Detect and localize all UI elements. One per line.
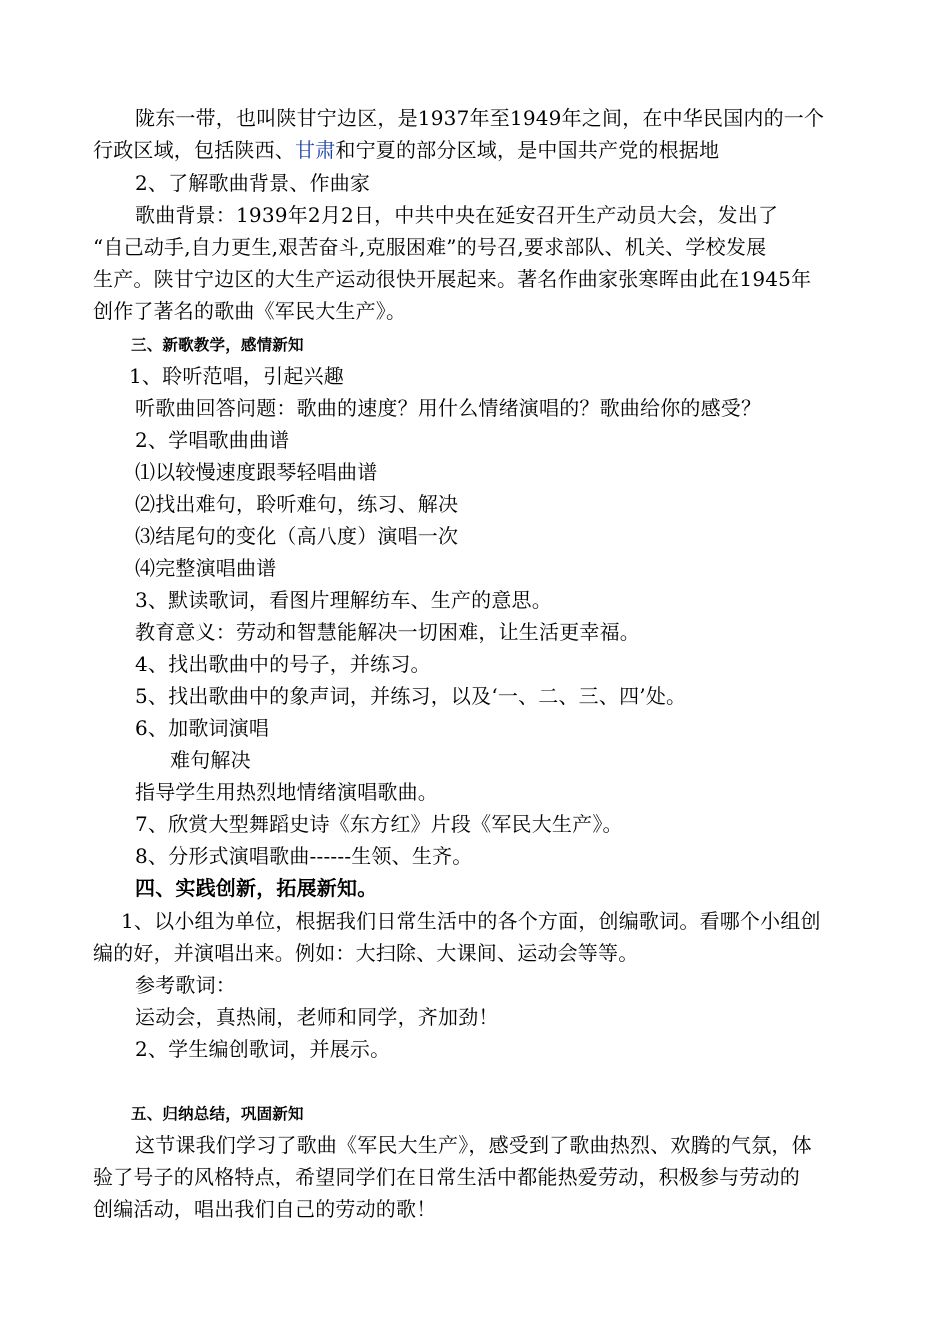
paragraph-line [93, 134, 719, 166]
sub-item: ⑵找出难句，聆听难句，练习、解决 [135, 492, 459, 516]
text-segment: 和宁夏的部分区域，是中国共产党的根据地 [335, 138, 720, 162]
paragraph-line: 创作了著名的歌曲《军民大生产》。 [93, 299, 407, 323]
section-heading: 三、新歌教学，感情新知 [131, 335, 304, 354]
sub-item: ⑷完整演唱曲谱 [135, 556, 277, 580]
list-item-text: 运动会，真热闹，老师和同学，齐加劲！ [135, 1005, 499, 1029]
list-item: 4、找出歌曲中的号子，并练习。 [135, 652, 431, 676]
list-item: 3、默读歌词，看图片理解纺车、生产的意思。 [135, 588, 552, 612]
section-heading: 四、实践创新，拓展新知。 [135, 876, 378, 900]
paragraph-line: 验了号子的风格特点，希望同学们在日常生活中都能热爱劳动，积极参与劳动的 [93, 1165, 800, 1189]
paragraph-line: 生产。陕甘宁边区的大生产运动很快开展起来。著名作曲家张寒晖由此在1945年 [93, 267, 812, 291]
sub-item: ⑶结尾句的变化（高八度）演唱一次 [135, 524, 459, 548]
list-item: 7、欣赏大型舞蹈史诗《东方红》片段《军民大生产》。 [135, 812, 623, 836]
list-item-text: 听歌曲回答问题：歌曲的速度？用什么情绪演唱的？歌曲给你的感受？ [135, 396, 762, 420]
list-item: 1、聆听范唱，引起兴趣 [129, 364, 344, 388]
list-item-text: 参考歌词： [135, 973, 236, 997]
sub-item: ⑴以较慢速度跟琴轻唱曲谱 [135, 460, 378, 484]
paragraph-line: 创编活动，唱出我们自己的劳动的歌！ [93, 1197, 437, 1221]
paragraph-line: 歌曲背景：1939年2月2日，中共中央在延安召开生产动员大会，发出了 [135, 203, 779, 227]
list-item: 8、分形式演唱歌曲------生领、生齐。 [135, 844, 473, 868]
list-item: 2、了解歌曲背景、作曲家 [135, 171, 371, 195]
section-heading: 五、归纳总结，巩固新知 [131, 1104, 304, 1123]
list-item-text: 指导学生用热烈地情绪演唱歌曲。 [135, 780, 438, 804]
list-item-text: 教育意义：劳动和智慧能解决一切困难，让生活更幸福。 [135, 620, 640, 644]
list-item-text: 难句解决 [170, 748, 251, 772]
paragraph-line: 这节课我们学习了歌曲《军民大生产》，感受到了歌曲热烈、欢腾的气氛，体 [135, 1133, 812, 1157]
list-item: 编的好，并演唱出来。例如：大扫除、大课间、运动会等等。 [93, 941, 639, 965]
text-segment: 行政区域，包括陕西、 [93, 138, 295, 162]
list-item: 6、加歌词演唱 [135, 716, 270, 740]
paragraph-line: 陇东一带，也叫陕甘宁边区，是1937年至1949年之间，在中华民国内的一个 [135, 106, 825, 130]
list-item: 2、学唱歌曲曲谱 [135, 428, 290, 452]
list-item: 1、以小组为单位，根据我们日常生活中的各个方面，创编歌词。看哪个小组创 [121, 909, 821, 933]
list-item: 5、找出歌曲中的象声词，并练习，以及‘一、二、三、四’处。 [135, 684, 687, 708]
gansu-link[interactable]: 甘肃 [295, 138, 336, 162]
paragraph-line: “自己动手,自力更生,艰苦奋斗,克服困难”的号召,要求部队、机关、学校发展 [93, 235, 767, 259]
list-item: 2、学生编创歌词，并展示。 [135, 1037, 391, 1061]
